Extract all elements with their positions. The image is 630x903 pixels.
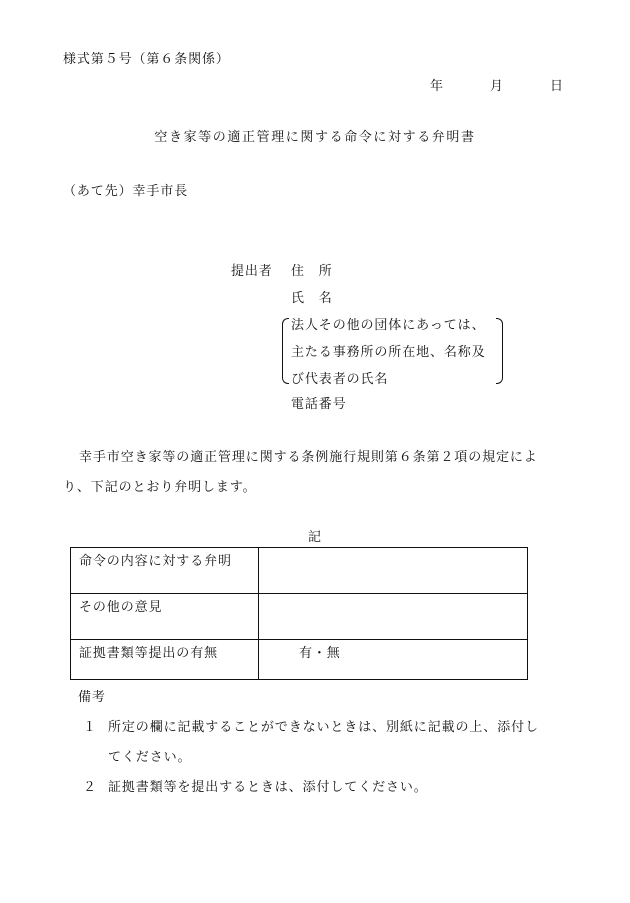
submitter-label: 提出者 — [231, 264, 273, 279]
note-item — [78, 713, 548, 773]
table-row — [71, 640, 528, 680]
note-item — [78, 773, 548, 803]
organization-note-line: 主たる事務所の所在地、名称及 — [291, 345, 486, 360]
row-value-other-opinion[interactable] — [259, 594, 528, 640]
organization-note — [291, 319, 486, 400]
explanation-table — [70, 547, 528, 680]
note-text: 証拠書類等を提出するときは、添付してください。 — [108, 780, 428, 795]
date-line — [430, 80, 564, 93]
notes-list — [78, 713, 548, 803]
row-label-other-opinion: その他の意見 — [71, 594, 259, 640]
bracket-right — [496, 318, 503, 384]
form-number: 様式第５号（第６条関係） — [63, 52, 230, 67]
note-number: ２ — [83, 780, 97, 795]
row-value-evidence[interactable]: 有・無 — [259, 640, 528, 680]
row-label-explanation: 命令の内容に対する弁明 — [71, 548, 259, 594]
submitter-name-label: 氏 名 — [291, 291, 333, 306]
note-number: １ — [83, 720, 97, 735]
organization-note-line: 法人その他の団体にあっては、 — [291, 318, 486, 333]
submitter-address-label: 住 所 — [291, 264, 333, 279]
addressee: （あて先）幸手市長 — [63, 184, 189, 199]
note-text: 所定の欄に記載することができないときは、別紙に記載の上、添付してください。 — [108, 720, 539, 765]
body-paragraph: 幸手市空き家等の適正管理に関する条例施行規則第６条第２項の規定により、下記のとおり弁明します。 — [63, 450, 538, 495]
row-label-evidence: 証拠書類等提出の有無 — [71, 640, 259, 680]
notes-title: 備考 — [78, 690, 106, 705]
row-value-explanation[interactable] — [259, 548, 528, 594]
date-month-label: 月 — [490, 79, 504, 94]
document-title: 空き家等の適正管理に関する命令に対する弁明書 — [154, 130, 476, 145]
ki-heading: 記 — [308, 530, 322, 545]
submitter-phone-label: 電話番号 — [291, 397, 347, 412]
table-row — [71, 594, 528, 640]
date-day-label: 日 — [550, 79, 564, 94]
bracket-left — [282, 318, 289, 384]
table-row — [71, 548, 528, 594]
date-year-label: 年 — [430, 79, 444, 94]
organization-note-line: び代表者の氏名 — [291, 372, 389, 387]
